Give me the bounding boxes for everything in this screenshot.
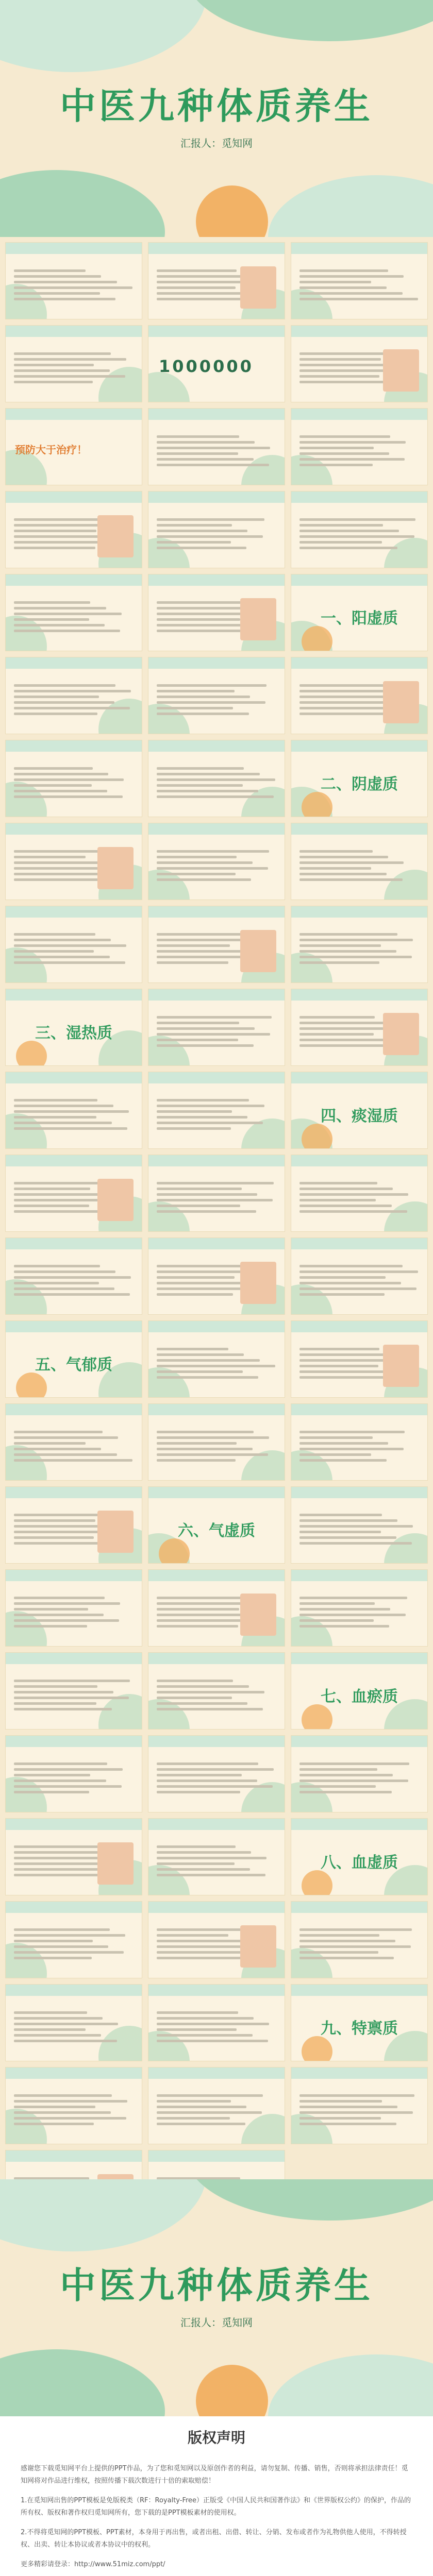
bottom-left-wave [0, 170, 165, 237]
slide-title: 九、特禀质 [321, 2020, 398, 2038]
slide-header-band [291, 1072, 427, 1083]
slide-header-band [148, 989, 285, 1001]
slide-thumbnail[interactable] [291, 1155, 428, 1232]
slide-thumbnail[interactable] [148, 1072, 285, 1149]
slide-thumbnail[interactable] [148, 1818, 285, 1895]
slide-header-band [291, 2067, 427, 2079]
sun-decoration [159, 1538, 190, 1564]
slide-thumbnail[interactable] [291, 740, 428, 817]
slide-thumbnail[interactable] [291, 1901, 428, 1978]
slide-thumbnail[interactable] [148, 906, 285, 983]
slide-title: 八、血虚质 [321, 1854, 398, 1872]
slide-thumbnail[interactable] [5, 1155, 142, 1232]
slide-thumbnail[interactable] [5, 740, 142, 817]
slide-thumbnail[interactable] [148, 740, 285, 817]
text-lines [157, 1680, 276, 1714]
slide-header-band [291, 906, 427, 918]
illustration-image [97, 515, 134, 557]
illustration-image [240, 1594, 276, 1636]
slide-thumbnail[interactable] [5, 408, 142, 485]
slide-thumbnail[interactable] [5, 989, 142, 1066]
slide-header-band [148, 1653, 285, 1664]
slide-header-band [6, 1985, 142, 1996]
slide-thumbnail[interactable] [5, 1320, 142, 1398]
slide-thumbnail[interactable] [5, 823, 142, 900]
slide-thumbnail[interactable] [5, 906, 142, 983]
slide-header-band [148, 1155, 285, 1166]
bottom-left-wave [0, 2349, 165, 2416]
text-lines [14, 601, 134, 635]
slide-thumbnail[interactable] [291, 1984, 428, 2061]
slide-header-band [6, 492, 142, 503]
sun-decoration [302, 626, 332, 651]
slide-header-band [148, 1736, 285, 1747]
slide-header-band [6, 1736, 142, 1747]
slide-header-band [6, 1819, 142, 1830]
slide-thumbnail[interactable] [148, 408, 285, 485]
slide-header-band [148, 409, 285, 420]
slide-thumbnail[interactable] [148, 1403, 285, 1481]
top-left-wave [0, 0, 206, 72]
slide-thumbnail[interactable] [291, 989, 428, 1066]
slide-header-band [291, 326, 427, 337]
slide-header-band [291, 1736, 427, 1747]
slide-thumbnail[interactable] [291, 906, 428, 983]
text-lines [299, 269, 419, 303]
slide-thumbnail[interactable] [5, 1238, 142, 1315]
slide-thumbnail[interactable] [5, 1403, 142, 1481]
slide-header-band [148, 1238, 285, 1249]
slide-header-band [291, 1238, 427, 1249]
ending-subtitle: 汇报人：觅知网 [180, 2316, 253, 2329]
slide-header-band [291, 1985, 427, 1996]
slide-thumbnail[interactable] [148, 325, 285, 402]
slide-thumbnail[interactable] [148, 1735, 285, 1812]
text-lines [157, 518, 276, 552]
slide-header-band [6, 2067, 142, 2079]
slide-thumbnail[interactable] [291, 2067, 428, 2144]
slide-header-band [291, 1321, 427, 1332]
text-lines [299, 1928, 419, 1962]
slide-header-band [148, 657, 285, 669]
text-lines [157, 850, 276, 884]
slide-header-band [6, 326, 142, 337]
text-lines [299, 1265, 419, 1299]
slide-thumbnail-grid [0, 237, 433, 2179]
slide-header-band [148, 1072, 285, 1083]
slide-thumbnail[interactable] [291, 1818, 428, 1895]
slide-header-band [6, 574, 142, 586]
slide-header-band [148, 2150, 285, 2162]
text-lines [299, 1597, 419, 1631]
copyright-paragraph-1: 感谢您下载觅知网平台上提供的PPT作品，为了您和觅知网以及原创作者的利益，请勿复制、传播、销售，否则将承担法律责任！觅知网将对作品进行维权，按照传播下载次数进行十倍的索取赔偿！ [21, 2465, 408, 2485]
slide-thumbnail[interactable] [148, 1486, 285, 1564]
slide-thumbnail[interactable] [291, 1238, 428, 1315]
slide-header-band [148, 906, 285, 918]
text-lines [14, 1928, 134, 1962]
slide-thumbnail[interactable] [5, 325, 142, 402]
illustration-image [97, 1511, 134, 1553]
illustration-image [383, 1013, 419, 1055]
slide-header-band [6, 989, 142, 1001]
slide-thumbnail[interactable] [5, 1735, 142, 1812]
top-right-wave [186, 0, 433, 41]
slide-header-band [291, 823, 427, 835]
slide-header-band [291, 1570, 427, 1581]
text-lines [14, 1680, 134, 1714]
slide-header-band [148, 2067, 285, 2079]
slide-thumbnail[interactable] [291, 823, 428, 900]
slide-title: 二、阴虚质 [321, 775, 398, 793]
sun-decoration [302, 1124, 332, 1149]
slide-header-band [6, 2150, 142, 2162]
text-lines [299, 1431, 419, 1465]
illustration-image [97, 1842, 134, 1885]
slide-thumbnail[interactable] [291, 1403, 428, 1481]
slide-header-band [148, 1570, 285, 1581]
wave-decoration [148, 372, 190, 402]
slide-thumbnail[interactable] [148, 491, 285, 568]
prevention-slogan: 预防大于治疗！ [15, 444, 87, 456]
copyright-heading: 版权声明 [187, 2429, 245, 2446]
sun-decoration [16, 1041, 47, 1066]
illustration-image [240, 1925, 276, 1968]
illustration-image [240, 930, 276, 972]
text-lines [14, 1431, 134, 1465]
text-lines [14, 269, 134, 303]
slide-thumbnail[interactable] [291, 1735, 428, 1812]
sun-decoration [302, 1704, 332, 1730]
slide-header-band [291, 657, 427, 669]
text-lines [14, 352, 134, 386]
text-lines [14, 1099, 134, 1133]
cover-slide [0, 0, 433, 237]
slide-header-band [6, 740, 142, 752]
ending-slide [0, 2179, 433, 2416]
ending-title: 中医九种体质养生 [60, 2264, 373, 2307]
slide-thumbnail[interactable] [5, 2067, 142, 2144]
slide-header-band [148, 1902, 285, 1913]
slide-thumbnail[interactable] [148, 657, 285, 734]
slide-title: 一、阳虚质 [321, 609, 398, 628]
slide-header-band [291, 243, 427, 254]
slide-header-band [6, 1404, 142, 1415]
slide-thumbnail[interactable] [291, 1320, 428, 1398]
slide-header-band [148, 492, 285, 503]
slide-header-band [148, 243, 285, 254]
slide-thumbnail[interactable] [291, 1486, 428, 1564]
sun-decoration [302, 1870, 332, 1895]
text-lines [157, 2011, 276, 2045]
text-lines [299, 2094, 419, 2128]
cover-subtitle: 汇报人：觅知网 [180, 137, 253, 149]
sun-decoration [302, 2036, 332, 2061]
slide-thumbnail[interactable] [148, 823, 285, 900]
counter-number: 1000000 [159, 357, 254, 376]
text-lines [157, 1431, 276, 1465]
slide-thumbnail[interactable] [148, 1652, 285, 1730]
illustration-image [383, 681, 419, 723]
slide-thumbnail[interactable] [5, 1569, 142, 1647]
text-lines [299, 518, 419, 552]
illustration-image [97, 847, 134, 889]
sun-decoration [16, 1372, 47, 1398]
slide-thumbnail[interactable] [291, 1569, 428, 1647]
slide-thumbnail[interactable] [5, 657, 142, 734]
slide-header-band [6, 906, 142, 918]
sun-decoration [196, 2365, 268, 2416]
slide-header-band [291, 1155, 427, 1166]
slide-header-band [291, 1487, 427, 1498]
slide-header-band [6, 657, 142, 669]
slide-header-band [6, 243, 142, 254]
slide-thumbnail[interactable] [148, 1320, 285, 1398]
text-lines [14, 1762, 134, 1797]
slide-thumbnail[interactable] [291, 574, 428, 651]
illustration-image [240, 266, 276, 309]
slide-header-band [148, 1321, 285, 1332]
slide-thumbnail[interactable] [148, 1984, 285, 2061]
copyright-section [0, 2416, 433, 2576]
slide-header-band [6, 409, 142, 420]
slide-header-band [6, 1238, 142, 1249]
text-lines [157, 435, 276, 469]
sun-decoration [302, 792, 332, 817]
slide-header-band [6, 1155, 142, 1166]
slide-header-band [148, 1819, 285, 1830]
illustration-image [383, 1345, 419, 1387]
copyright-paragraph-3: 2.不得将觅知网的PPT模板、PPT素材，本身用于再出售，或者出租、出借、转让、分销、发布或者作为礼物供他人使用，不得转授权、出卖、转让本协议或者本协议中的权利。 [21, 2529, 407, 2549]
cover-title: 中医九种体质养生 [60, 85, 373, 127]
slide-header-band [148, 1404, 285, 1415]
top-left-wave [0, 2179, 206, 2251]
slide-header-band [291, 574, 427, 586]
text-lines [157, 684, 276, 718]
slide-header-band [291, 740, 427, 752]
slide-thumbnail[interactable] [148, 1901, 285, 1978]
text-lines [14, 684, 134, 718]
copyright-more-link[interactable]: 更多精彩请登录：http://www.51miz.com/ppt/ [21, 2561, 165, 2568]
slide-thumbnail[interactable] [291, 242, 428, 319]
slide-header-band [6, 823, 142, 835]
slide-thumbnail[interactable] [5, 491, 142, 568]
text-lines [14, 1265, 134, 1299]
text-lines [157, 2094, 276, 2128]
top-right-wave [186, 2179, 433, 2221]
slide-thumbnail[interactable] [5, 1984, 142, 2061]
bottom-right-wave [268, 2354, 433, 2416]
slide-header-band [148, 740, 285, 752]
text-lines [157, 1182, 276, 1216]
slide-header-band [6, 1570, 142, 1581]
text-lines [299, 1514, 419, 1548]
slide-thumbnail[interactable] [5, 1486, 142, 1564]
slide-thumbnail[interactable] [148, 2067, 285, 2144]
text-lines [14, 933, 134, 967]
slide-header-band [291, 1404, 427, 1415]
text-lines [157, 1845, 276, 1879]
slide-thumbnail[interactable] [291, 325, 428, 402]
copyright-paragraph-2: 1.在觅知网出售的PPT模板是免版税类（RF：Royalty-Free）正版受《中国人民共和国著作法》和《世界版权公约》的保护，作品的所有权、版权和著作权归觅知网所有，您下载的是PPT模板素材的使用权。 [21, 2497, 411, 2517]
text-lines [14, 2094, 134, 2128]
slide-title: 五、气郁质 [35, 1356, 112, 1374]
slide-thumbnail[interactable] [291, 1072, 428, 1149]
illustration-image [383, 349, 419, 392]
text-lines [157, 1348, 276, 1382]
slide-thumbnail[interactable] [148, 1238, 285, 1315]
text-lines [299, 1182, 419, 1216]
slide-thumbnail[interactable] [5, 574, 142, 651]
text-lines [299, 850, 419, 884]
text-lines [157, 767, 276, 801]
illustration-image [240, 598, 276, 640]
slide-header-band [291, 1902, 427, 1913]
slide-thumbnail[interactable] [148, 1155, 285, 1232]
slide-header-band [291, 1653, 427, 1664]
illustration-image [240, 1262, 276, 1304]
slide-thumbnail[interactable] [148, 1569, 285, 1647]
sun-decoration [196, 185, 268, 237]
slide-header-band [148, 574, 285, 586]
text-lines [299, 1762, 419, 1797]
illustration-image [97, 1179, 134, 1221]
text-lines [157, 1016, 276, 1050]
slide-header-band [148, 326, 285, 337]
slide-header-band [6, 1902, 142, 1913]
text-lines [299, 933, 419, 967]
slide-header-band [148, 1487, 285, 1498]
slide-header-band [291, 989, 427, 1001]
slide-thumbnail[interactable] [5, 1072, 142, 1149]
slide-thumbnail[interactable] [291, 657, 428, 734]
slide-header-band [291, 1819, 427, 1830]
slide-thumbnail[interactable] [5, 1652, 142, 1730]
slide-thumbnail[interactable] [291, 408, 428, 485]
text-lines [299, 435, 419, 469]
slide-thumbnail[interactable] [148, 574, 285, 651]
slide-header-band [291, 409, 427, 420]
slide-header-band [6, 1653, 142, 1664]
slide-header-band [6, 1072, 142, 1083]
slide-thumbnail[interactable] [5, 1818, 142, 1895]
slide-thumbnail[interactable] [291, 491, 428, 568]
slide-header-band [291, 492, 427, 503]
slide-title: 六、气虚质 [178, 1522, 255, 1540]
slide-thumbnail[interactable] [148, 242, 285, 319]
slide-title: 七、血瘀质 [321, 1688, 398, 1706]
slide-thumbnail[interactable] [148, 989, 285, 1066]
slide-thumbnail[interactable] [291, 1652, 428, 1730]
slide-thumbnail[interactable] [5, 242, 142, 319]
text-lines [14, 2011, 134, 2045]
text-lines [14, 767, 134, 801]
slide-header-band [6, 1487, 142, 1498]
bottom-right-wave [268, 175, 433, 237]
slide-header-band [6, 1321, 142, 1332]
slide-thumbnail[interactable] [5, 1901, 142, 1978]
text-lines [14, 1597, 134, 1631]
slide-header-band [148, 1985, 285, 1996]
text-lines [157, 1099, 276, 1133]
text-lines [157, 1762, 276, 1797]
slide-title: 四、痰湿质 [321, 1107, 398, 1125]
slide-title: 三、湿热质 [35, 1024, 112, 1042]
slide-header-band [148, 823, 285, 835]
